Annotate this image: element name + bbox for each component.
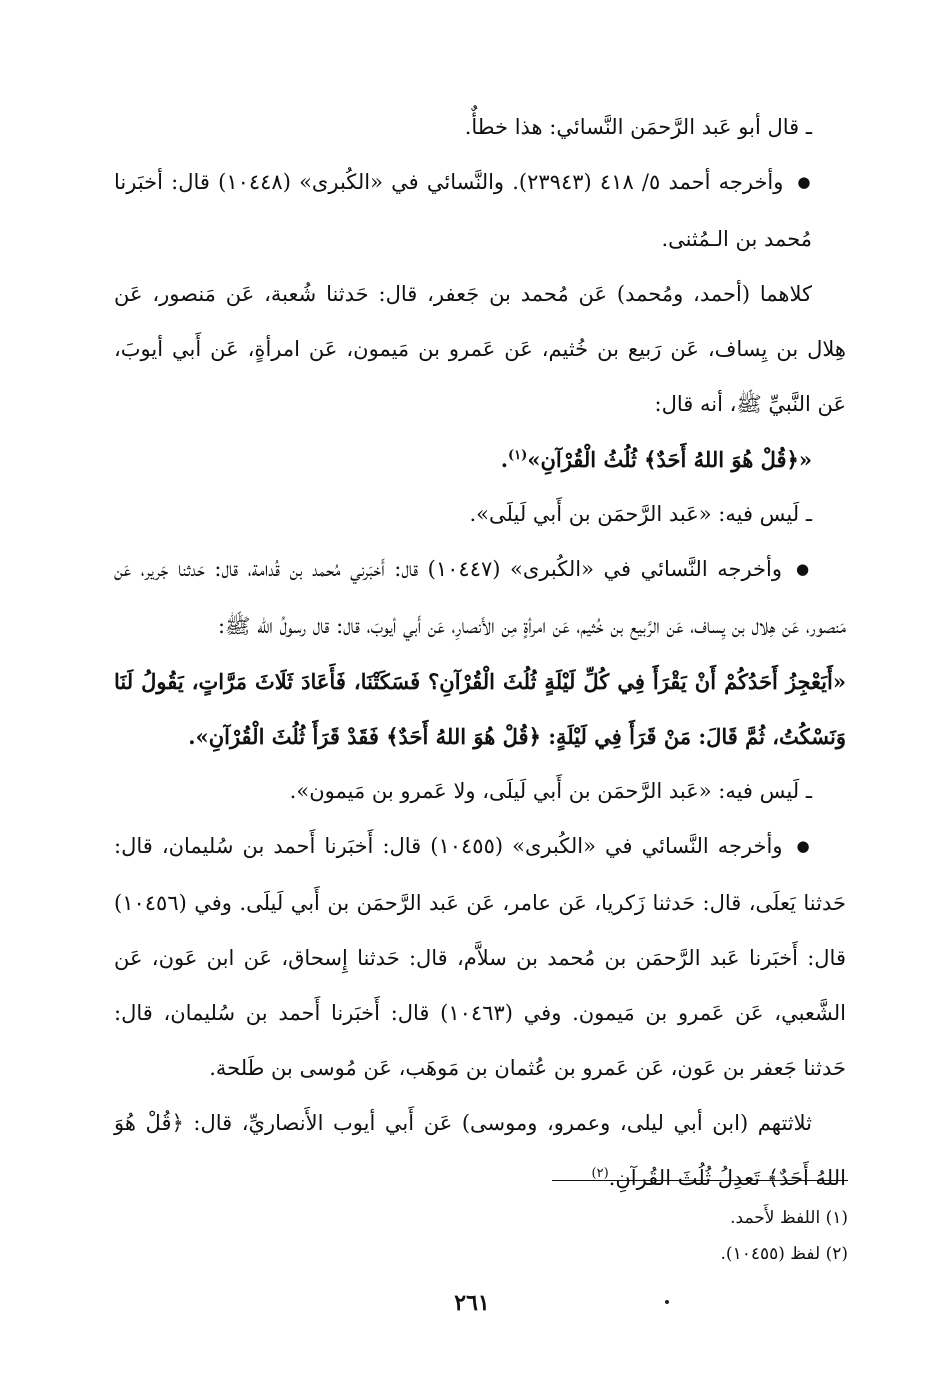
paragraph-text: وأخرجه النَّسائي في «الكُبرى» (١٠٤٥٥) قال: أَخبَرنا أَحمد بن سُليمان، قال: حَدثنا يَعلَى، قال: حَدثنا زَكريا، عَن عامر، عَن عَبد الرَّحمَن بن أَبي لَيلَى. وفي (١٠٤٥٦) قال: أَخبَرنا عَبد الرَّحمَن بن مُحمد بن سلاَّم، قال: حَدثنا إِسحاق، عَن ابن عَون، عَن الشَّعبي، عَن عَمرو بن مَيمون. وفي (١٠٤٦٣) قال: أَخبَرنا أَحمد بن سُليمان، قال: حَدثنا جَعفر بن عَون، عَن عَمرو بن عُثمان بن مَوهَب، عَن مُوسى بن طَلحة. [114,834,847,1080]
footnote-ref-1[interactable]: (١) [508,448,528,463]
paragraph-text: ثلاثتهم (ابن أبي ليلى، وعمرو، وموسى) عَن أَبي أيوب الأَنصاريِّ، قال: ﴿قُلْ هُوَ اللهُ أَحَدٌ﴾ تَعدِلُ ثُلُثَ القُرآنِ. [114,1111,846,1190]
footnote-2: (٢) لفظ (١٠٤٥٥). [720,1244,848,1264]
paragraph-takhrij-2 [114,542,846,654]
footnote-divider [552,1180,848,1181]
paragraph-conclusion [114,1096,846,1206]
paragraph-text: وأخرجه أحمد ٥/ ٤١٨ (٢٣٩٤٣). والنَّسائي في «الكُبرى» (١٠٤٤٨) قال: أخبَرنا مُحمد بن الـمُثنى. [114,170,812,251]
footnotes [108,1200,848,1272]
paragraph-text: وأخرجه النَّسائي في «الكُبرى» (١٠٤٤٧) قال: أَخبَرني مُحمد بن قُدامة، قال: حَدثنا جَرير، عَن مَنصور، عَن هِلال بن يِساف، عَن الرَّبيع بن خُثيم، عَن امرأةٍ مِن الأَنصارِ، عَن أَبي أيوبَ، قال: قال رسولُ الله ﷺ: [114,557,846,638]
paragraph-takhrij-1 [114,155,846,267]
footnote-ref-2[interactable]: (٢) [591,1166,609,1181]
paragraph-nasai-note: ـ قال أبو عَبد الرَّحمَن النَّسائي: هذا خطأٌ. [464,115,812,139]
hadith-text-1: «﴿قُلْ هُوَ اللهُ أَحَدٌ﴾ ثُلُثُ الْقُرْآنِ»$^{(١)}$. [500,447,812,472]
paragraph-takhrij-3 [114,819,846,1096]
main-text [114,100,846,1206]
hadith-text-2: «أَيَعْجِزُ أَحَدُكُمْ أَنْ يَقْرَأَ فِي كُلِّ لَيْلَةٍ ثُلُثَ الْقُرْآنِ؟ فَسَكَتْنَا، فَأَعَادَ ثَلَاثَ مَرَّاتٍ، يَقُولُ لَنَا وَنَسْكُتُ، ثُمَّ قَالَ: مَنْ قَرَأَ فِي لَيْلَةٍ: ﴿قُلْ هُوَ اللهُ أَحَدٌ﴾ فَقَدْ قَرَأَ ثُلُثَ الْقُرْآنِ». [114,669,846,749]
footnote-1: (١) اللفظ لأَحمد. [730,1208,848,1228]
hadith-text: «﴿قُلْ هُوَ اللهُ أَحَدٌ﴾ ثُلُثُ الْقُرْآنِ» [527,447,812,472]
page-number: ٢٦١ [454,1290,490,1316]
paragraph-note-3: ـ لَيس فيه: «عَبد الرَّحمَن بن أَبي لَيلَى، ولا عَمرو بن مَيمون». [289,779,812,803]
paragraph-note-2: ـ لَيس فيه: «عَبد الرَّحمَن بن أَبي لَيلَى». [469,502,812,526]
paragraph-isnad-1: كلاهما (أحمد، ومُحمد) عَن مُحمد بن جَعفر، قال: حَدثنا شُعبة، عَن مَنصور، عَن هِلال بن يِساف، عَن رَبيع بن خُثيم، عَن عَمرو بن مَيمون، عَن امرأةٍ، عَن أَبي أيوبَ، عَن النَّبيِّ ﷺ، أنه قال: [114,282,846,416]
